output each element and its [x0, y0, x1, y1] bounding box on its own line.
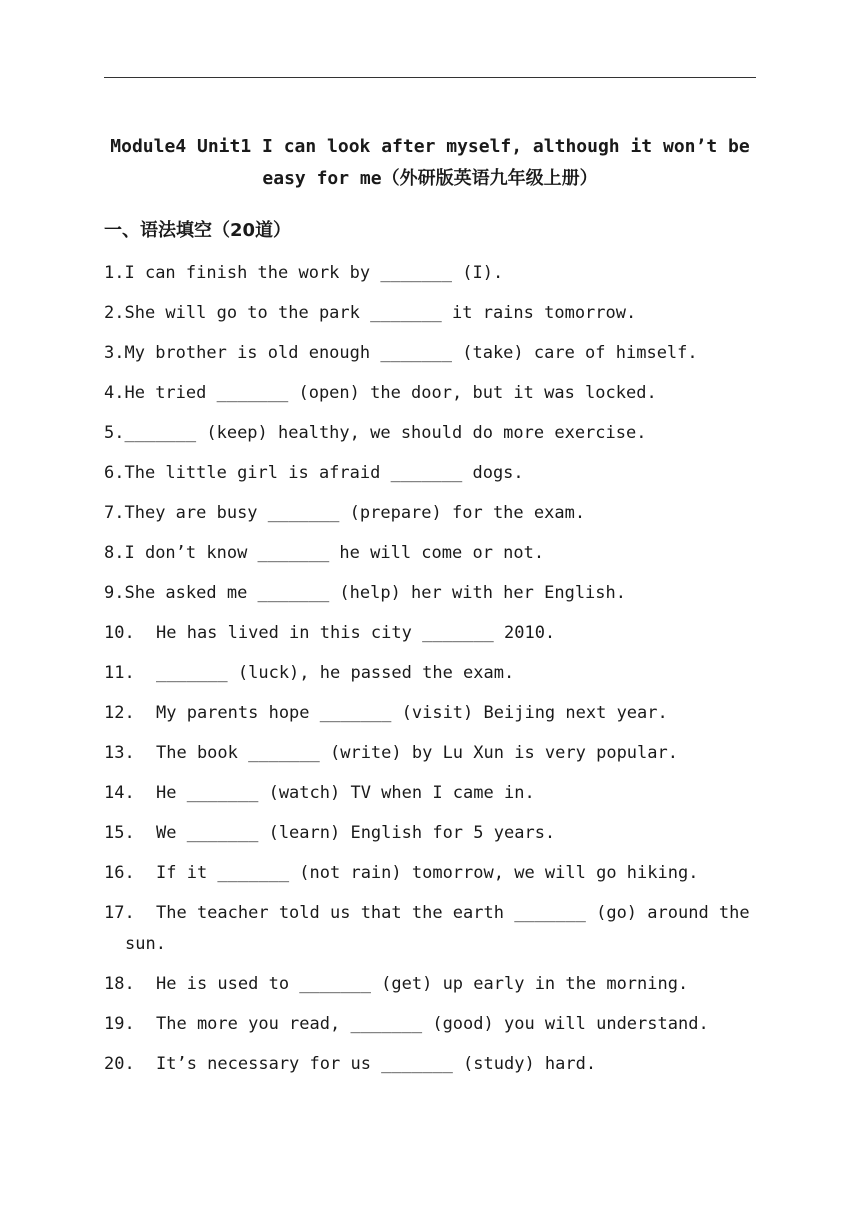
question-text: He is used to _______ (get) up early in the morning. — [156, 974, 689, 994]
question-number: 18. — [104, 974, 135, 994]
question-item — [104, 778, 756, 809]
question-text: He _______ (watch) TV when I came in. — [156, 783, 535, 803]
question-text: It’s necessary for us _______ (study) hard. — [156, 1054, 597, 1074]
question-number: 8. — [104, 543, 125, 563]
question-number: 11. — [104, 663, 135, 683]
question-text: She asked me _______ (help) her with her English. — [124, 583, 626, 603]
question-item — [104, 1049, 756, 1080]
question-text: The teacher told us that the earth _______ (go) around the — [156, 903, 750, 923]
question-number: 12. — [104, 703, 135, 723]
question-item — [104, 898, 756, 960]
question-text: If it _______ (not rain) tomorrow, we will go hiking. — [156, 863, 699, 883]
question-number: 13. — [104, 743, 135, 763]
question-item — [104, 418, 756, 449]
title-line-1: Module4 Unit1 I can look after myself, although it won’t be — [110, 136, 750, 157]
question-item — [104, 1009, 756, 1040]
question-text: _______ (keep) healthy, we should do more exercise. — [124, 423, 647, 443]
question-number: 4. — [104, 383, 125, 403]
question-item — [104, 858, 756, 889]
question-item — [104, 258, 756, 289]
question-item — [104, 298, 756, 329]
question-number: 20. — [104, 1054, 135, 1074]
question-item — [104, 618, 756, 649]
document-title — [104, 131, 756, 195]
title-line-2: easy for me（外研版英语九年级上册） — [262, 168, 598, 189]
question-item — [104, 818, 756, 849]
question-item — [104, 698, 756, 729]
question-item — [104, 578, 756, 609]
question-text: _______ (luck), he passed the exam. — [156, 663, 515, 683]
question-item — [104, 738, 756, 769]
question-number: 10. — [104, 623, 135, 643]
question-number: 1. — [104, 263, 125, 283]
question-text: They are busy _______ (prepare) for the exam. — [124, 503, 586, 523]
question-text: She will go to the park _______ it rains tomorrow. — [124, 303, 637, 323]
question-text: He tried _______ (open) the door, but it was locked. — [124, 383, 657, 403]
question-number: 6. — [104, 463, 125, 483]
question-number: 19. — [104, 1014, 135, 1034]
question-number: 2. — [104, 303, 125, 323]
question-number: 3. — [104, 343, 125, 363]
question-item — [104, 658, 756, 689]
question-list — [104, 258, 756, 1089]
question-text: He has lived in this city _______ 2010. — [156, 623, 556, 643]
question-text: We _______ (learn) English for 5 years. — [156, 823, 556, 843]
question-number: 7. — [104, 503, 125, 523]
question-text: The more you read, _______ (good) you will understand. — [156, 1014, 709, 1034]
question-number: 15. — [104, 823, 135, 843]
question-item — [104, 378, 756, 409]
question-number: 9. — [104, 583, 125, 603]
question-text: The book _______ (write) by Lu Xun is very popular. — [156, 743, 678, 763]
question-item — [104, 458, 756, 489]
question-item — [104, 538, 756, 569]
question-text: My brother is old enough _______ (take) care of himself. — [124, 343, 698, 363]
question-text: I don’t know _______ he will come or not. — [124, 543, 545, 563]
question-number: 17. — [104, 903, 135, 923]
question-number: 16. — [104, 863, 135, 883]
question-text: I can finish the work by _______ (I). — [124, 263, 504, 283]
question-item — [104, 498, 756, 529]
section-heading: 一、语法填空（20道） — [104, 220, 292, 241]
question-text-continued: sun. — [125, 934, 166, 954]
question-text: The little girl is afraid _______ dogs. — [124, 463, 524, 483]
question-number: 14. — [104, 783, 135, 803]
question-text: My parents hope _______ (visit) Beijing next year. — [156, 703, 668, 723]
question-item — [104, 338, 756, 369]
question-item — [104, 969, 756, 1000]
header-rule — [104, 77, 756, 78]
question-number: 5. — [104, 423, 125, 443]
